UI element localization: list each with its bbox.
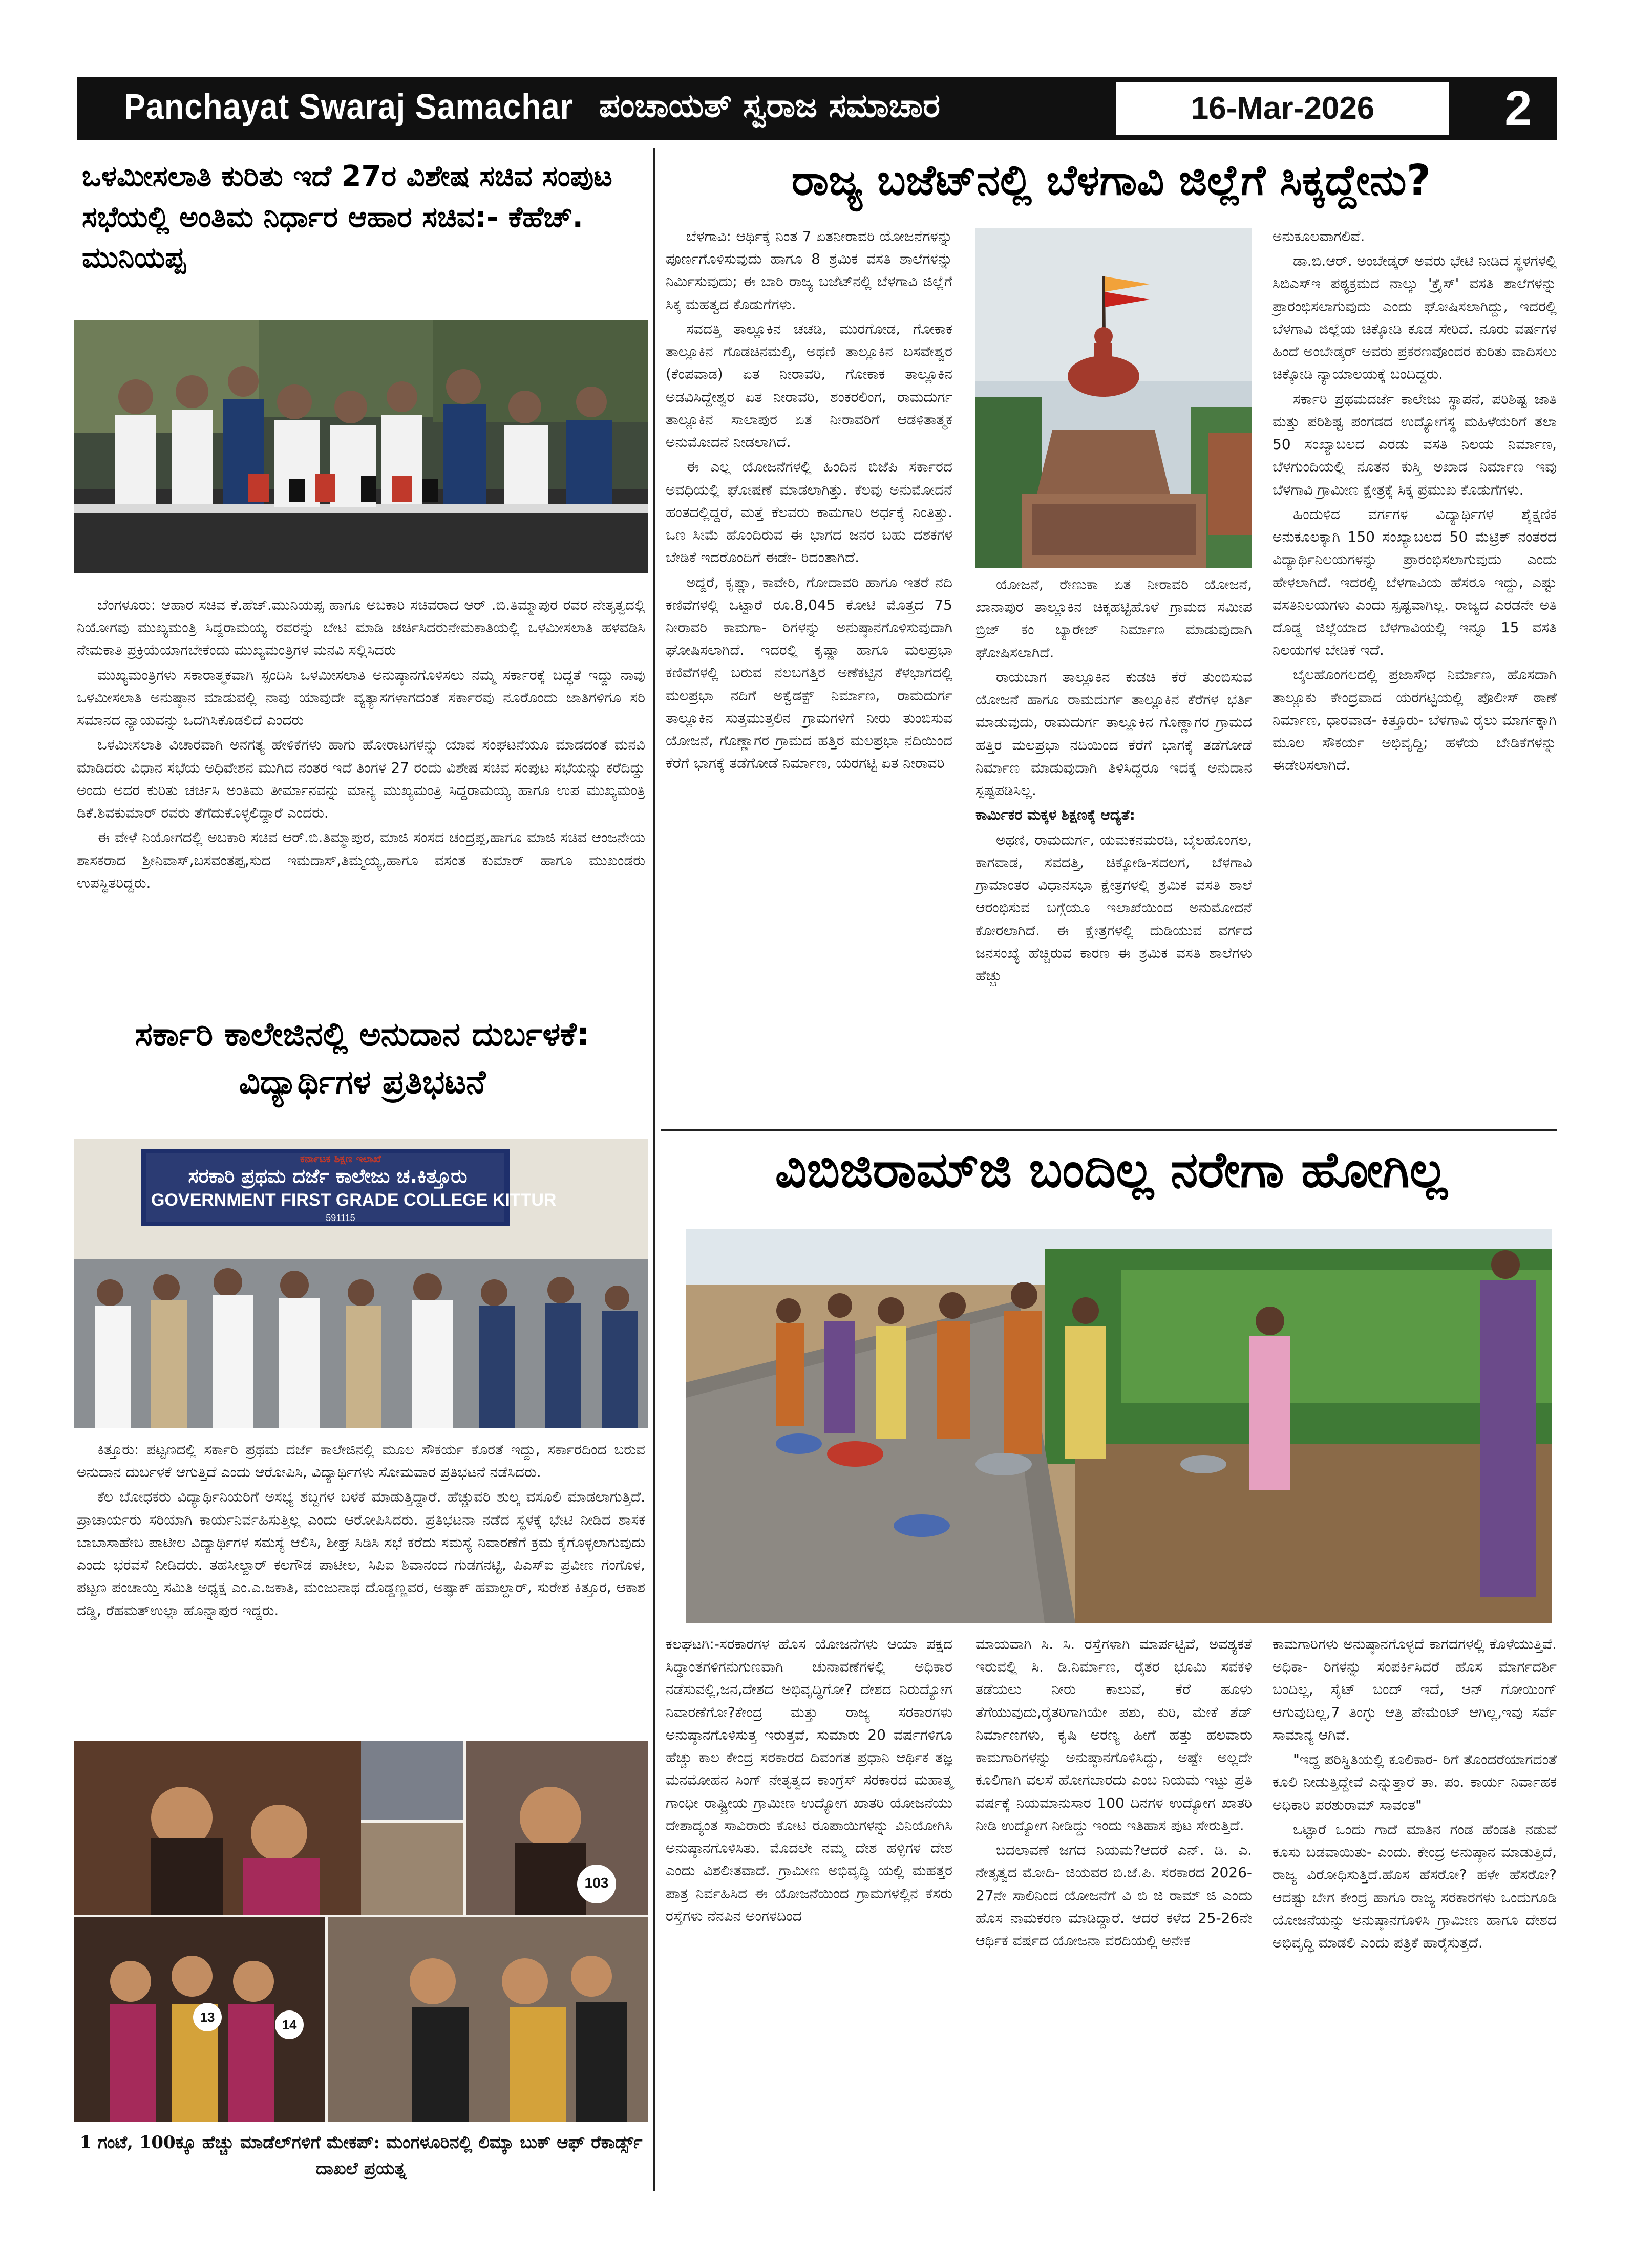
- story3-caption: 1 ಗಂಟೆ, 100ಕ್ಕೂ ಹೆಚ್ಚು ಮಾಡೆಲ್‌ಗಳಿಗೆ ಮೇಕಪ್: ಮಂಗಳೂರಿನಲ್ಲಿ ಲಿಮ್ಕಾ ಬುಕ್ ಆಫ್ ರೆಕಾರ್ಡ್ಸ್ ದಾಖಲೆ ಪ್ರಯತ್ನ: [79, 2132, 643, 2179]
- story1-photo-press-meet: [74, 320, 648, 573]
- story2-paragraph: ಕಿತ್ತೂರು: ಪಟ್ಟಣದಲ್ಲಿ ಸರ್ಕಾರಿ ಪ್ರಥಮ ದರ್ಜೆ ಕಾಲೇಜಿನಲ್ಲಿ ಮೂಲ ಸೌಕರ್ಯ ಕೊರತೆ ಇದ್ದು, ಸರ್ಕಾರದಿಂದ ಬರುವ ಅನುದಾನ ದುರ್ಬಳಕೆ ಆಗುತ್ತಿದೆ ಎಂದು ಆರೋಪಿಸಿ, ವಿದ್ಯಾರ್ಥಿಗಳು ಸೋಮವಾರ ಪ್ರತಿಭಟನೆ ನಡೆಸಿದರು.: [77, 1441, 645, 1481]
- story4-paragraph: ಬೆಳಗಾವಿ: ಆರ್ಥಿಕ್ಕೆ ನಿಂತ 7 ಏತನೀರಾವರಿ ಯೋಜನೆಗಳನ್ನು ಪೂರ್ಣಗೊಳಿಸುವುದು ಹಾಗೂ 8 ಶ್ರಮಿಕ ವಸತಿ ಶಾಲೆಗಳನ್ನು ನಿರ್ಮಿಸುವುದು; ಈ ಬಾರಿ ರಾಜ್ಯ ಬಜೆಟ್‌ನಲ್ಲಿ ಬೆಳಗಾವಿ ಜಿಲ್ಲೆಗೆ ಸಿಕ್ಕ ಮಹತ್ವದ ಕೊಡುಗೆಗಳು.: [666, 228, 952, 313]
- story4-paragraph: ಅದ್ದರೆ, ಕೃಷ್ಣಾ, ಕಾವೇರಿ, ಗೋದಾವರಿ ಹಾಗೂ ಇತರೆ ನದಿ ಕಣಿವೆಗಳಲ್ಲಿ ಒಟ್ಟಾರೆ ರೂ.8,045 ಕೋಟಿ ಮೊತ್ತದ 75 ನೀರಾವರಿ ಕಾಮಗಾ- ರಿಗಳನ್ನು ಅನುಷ್ಠಾನಗೊಳಿಸುವುದಾಗಿ ಘೋಷಿಸಲಾಗಿದೆ. ಇದರಲ್ಲಿ ಕೃಷ್ಣಾ ಹಾಗೂ ಮಲಪ್ರಭಾ ಕಣಿವೆಗಳಲ್ಲಿ ಬರುವ ನಲಬಗತ್ತಿರ ಅಣೆಕಟ್ಟಿನ ಕೆಳಭಾಗದಲ್ಲಿ ಮಲಪ್ರಭಾ ನದಿಗೆ ಅಕ್ವೆಡಕ್ಟ್ ನಿರ್ಮಾಣ, ರಾಮದುರ್ಗ ತಾಲ್ಲೂಕಿನ ಸುತ್ತಮುತ್ತಲಿನ ಗ್ರಾಮಗಳಿಗೆ ನೀರು ತುಂಬಿಸುವ ಯೋಜನೆ, ಗೊಣ್ಣಾಗರ ಗ್ರಾಮದ ಹತ್ತಿರ ಮಲಪ್ರಭಾ ನದಿಯಿಂದ ಕೆರೆಗೆ ಭಾಗಕ್ಕೆ ತಡೆಗೋಡೆ ನಿರ್ಮಾಣ, ಯರಗಟ್ಟಿ ಏತ ನೀರಾವರಿ: [666, 573, 952, 772]
- story5-paragraph: ಕಾಮಗಾರಿಗಳು ಅನುಷ್ಠಾನಗೊಳ್ಳದೆ ಕಾಗದಗಳಲ್ಲಿ ಕೊಳೆಯುತ್ತಿವೆ. ಅಧಿಕಾ- ರಿಗಳನ್ನು ಸಂಪರ್ಕಿಸಿದರೆ ಹೊಸ ಮಾರ್ಗದರ್ಶಿ ಬಂದಿಲ್ಲ, ಸೈಟ್ ಬಂದ್ ಇದೆ, ಆನ್ ಗೋಯಿಂಗ್ ಆಗುವುದಿಲ್ಲ,7 ತಿಂಗ್ಳು ಆತ್ರಿ ಪೇಮೆಂಟ್ ಆಗಿಲ್ಲ,ಇವು ಸರ್ವೆ ಸಾಮಾನ್ಯ ಆಗಿವೆ.: [1273, 1636, 1557, 1743]
- masthead-title-en: Panchayat Swaraj Samachar: [124, 87, 573, 126]
- story5-col3: [1273, 1633, 1557, 1956]
- story5-headline: ವಿಬಿಜಿರಾಮ್‌ಜಿ ಬಂದಿಲ್ಲ ನರೇಗಾ ಹೋಗಿಲ್ಲ: [775, 1141, 1448, 1199]
- masthead-title-kn: ಪಂಚಾಯತ್ ಸ್ವರಾಜ ಸಮಾಚಾರ: [599, 87, 940, 125]
- story4-col2: [975, 573, 1252, 989]
- story1-paragraph: ಈ ವೇಳೆ ನಿಯೋಗದಲ್ಲಿ ಅಬಕಾರಿ ಸಚಿವ ಆರ್.ಬಿ.ತಿಮ್ಮಾಪುರ, ಮಾಜಿ ಸಂಸದ ಚಂದ್ರಪ್ಪ,ಹಾಗೂ ಮಾಜಿ ಸಚಿವ ಆಂಜನೇಯ ಶಾಸಕರಾದ ಶ್ರೀನಿವಾಸ್,ಬಸವಂತಪ್ಪ,ಸುದ ಇಮದಾಸ್,ತಿಮ್ಮಯ್ಯ,ಹಾಗೂ ವಸಂತ ಕುಮಾರ್ ಹಾಗೂ ಮುಖಂಡರು ಉಪಸ್ಥಿತರಿದ್ದರು.: [77, 829, 645, 891]
- story4-paragraph: ಅನುಕೂಲವಾಗಲಿವೆ.: [1273, 228, 1365, 245]
- college-sign-kn: ಸರಕಾರಿ ಪ್ರಥಮ ದರ್ಜೆ ಕಾಲೇಜು ಚ.ಕಿತ್ತೂರು: [188, 1165, 468, 1187]
- story1-body: [77, 594, 645, 896]
- contestant-number-badge: 14: [282, 2017, 297, 2032]
- contestant-number-badge: 103: [584, 1875, 609, 1891]
- story4-col1: [666, 225, 952, 777]
- story1-paragraph: ಮುಖ್ಯಮಂತ್ರಿಗಳು ಸಕಾರಾತ್ಮಕವಾಗಿ ಸ್ಪಂದಿಸಿ ಒಳಮೀಸಲಾತಿ ಅನುಷ್ಠಾನಗೊಳಿಸಲು ನಮ್ಮ ಸರ್ಕಾರಕ್ಕೆ ಬದ್ಧತೆ ಇದ್ದು ನಾವು ಒಳಮೀಸಲಾತಿ ಅನುಷ್ಠಾನ ಮಾಡುವಲ್ಲಿ ನಾವು ಯಾವುದೇ ವ್ಯತ್ಯಾಸಗಳಾಗದಂತೆ ಸರ್ಕಾರವು ನೂರೊಂದು ಜಾತಿಗಳಿಗೂ ಸರಿ ಸಮಾನದ ನ್ಯಾಯವನ್ನು ಒದಗಿಸಿಕೊಡಲಿದೆ ಎಂದರು: [77, 666, 645, 729]
- story4-paragraph: ಈ ಎಲ್ಲ ಯೋಜನೆಗಳಲ್ಲಿ ಹಿಂದಿನ ಬಿಜೆಪಿ ಸರ್ಕಾರದ ಅವಧಿಯಲ್ಲಿ ಘೋಷಣೆ ಮಾಡಲಾಗಿತ್ತು. ಕೆಲವು ಅನುಮೋದನೆ ಹಂತದಲ್ಲಿದ್ದರೆ, ಮತ್ತೆ ಕೆಲವರು ಕಾಮಗಾರಿ ಅರ್ಧಕ್ಕೆ ನಿಂತಿತ್ತು. ಒಣ ಸೀಮೆ ಹೊಂದಿರುವ ಈ ಭಾಗದ ಜನರ ಬಹು ದಶಕಗಳ ಬೇಡಿಕೆ ಇದರೊಂದಿಗೆ ಈಡೇ- ರಿದಂತಾಗಿದೆ.: [666, 458, 952, 566]
- story4-paragraph: ರಾಯಬಾಗ ತಾಲ್ಲೂಕಿನ ಕುಡಚಿ ಕೆರೆ ತುಂಬಿಸುವ ಯೋಜನೆ ಹಾಗೂ ರಾಮದುರ್ಗ ತಾಲ್ಲೂಕಿನ ಕೆರೆಗಳ ಭರ್ತಿ ಮಾಡುವುದು, ರಾಮದುರ್ಗ ತಾಲ್ಲೂಕಿನ ಗೊಣ್ಣಾಗರ ಗ್ರಾಮದ ಹತ್ತಿರ ಮಲಪ್ರಭಾ ನದಿಯಿಂದ ಕೆರೆಗೆ ಭಾಗಕ್ಕೆ ತಡೆಗೋಡೆ ನಿರ್ಮಾಣ ಮಾಡುವುದಾಗಿ ತಿಳಿಸಿದ್ದರೂ ಇದಕ್ಕೆ ಅನುದಾನ ಸ್ಪಷ್ಟಪಡಿಸಿಲ್ಲ.: [975, 668, 1252, 799]
- story4-col3: [1273, 225, 1557, 779]
- issue-date: 16-Mar-2026: [1116, 82, 1449, 135]
- story1-paragraph: ಒಳಮೀಸಲಾತಿ ವಿಚಾರವಾಗಿ ಅನಗತ್ಯ ಹೇಳಿಕೆಗಳು ಹಾಗು ಹೋರಾಟಗಳನ್ನು ಯಾವ ಸಂಘಟನೆಯೂ ಮಾಡದಂತೆ ಮನವಿ ಮಾಡಿದರು ವಿಧಾನ ಸಭೆಯ ಅಧಿವೇಶನ ಮುಗಿದ ನಂತರ ಇದೆ ತಿಂಗಳ 27 ರಂದು ವಿಶೇಷ ಸಚಿವ ಸಂಪುಟ ಸಭೆಯನ್ನು ಕರೆದಿದ್ದು ಅಂದು ಅದರ ಕುರಿತು ಚರ್ಚಿಸಿ ಅಂತಿಮ ತೀರ್ಮಾನವನ್ನು ಮಾನ್ಯ ಮುಖ್ಯಮಂತ್ರಿ ಸಿದ್ದರಾಮಯ್ಯ ಹಾಗೂ ಉಪ ಮುಖ್ಯಮಂತ್ರಿ ಡಿಕೆ.ಶಿವಕುಮಾರ್ ರವರು ತೆಗೆದುಕೊಳ್ಳಲಿದ್ದಾರೆ ಎಂದರು.: [77, 736, 645, 822]
- story4-paragraph: ಹಿಂದುಳಿದ ವರ್ಗಗಳ ವಿದ್ಯಾರ್ಥಿಗಳ ಶೈಕ್ಷಣಿಕ ಅನುಕೂಲಕ್ಕಾಗಿ 150 ಸಂಖ್ಯಾಬಲದ 50 ಮೆಟ್ರಿಕ್ ನಂತರದ ವಿದ್ಯಾರ್ಥಿನಿಲಯಗಳನ್ನು ಪ್ರಾರಂಭಿಸಲಾಗುವುದು ಎಂದು ಹೇಳಲಾಗಿದೆ. ಇದರಲ್ಲಿ ಬೆಳಗಾವಿಯ ಹೆಸರೂ ಇದ್ದು, ಎಷ್ಟು ವಸತಿನಿಲಯಗಳು ಎಂದು ಸ್ಪಷ್ಟವಾಗಿಲ್ಲ. ರಾಜ್ಯದ ಎರಡನೇ ಅತಿ ದೊಡ್ಡ ಜಿಲ್ಲೆಯಾದ ಬೆಳಗಾವಿಯಲ್ಲಿ ಇನ್ನೂ 15 ವಸತಿ ನಿಲಯಗಳ ಬೇಡಿಕೆ ಇದೆ.: [1273, 505, 1557, 659]
- story2-body: [77, 1439, 645, 1624]
- story2-paragraph: ಕೆಲ ಬೋಧಕರು ವಿದ್ಯಾರ್ಥಿನಿಯರಿಗೆ ಅಸಭ್ಯ ಶಬ್ದಗಳ ಬಳಕೆ ಮಾಡುತ್ತಿದ್ದಾರೆ. ಹೆಚ್ಚುವರಿ ಶುಲ್ಕ ವಸೂಲಿ ಮಾಡಲಾಗುತ್ತಿದೆ. ಪ್ರಾಚಾರ್ಯರು ಸರಿಯಾಗಿ ಕಾರ್ಯನಿರ್ವಹಿಸುತ್ತಿಲ್ಲ ಎಂದು ಆರೋಪಿಸಿದರು. ಪ್ರತಿಭಟನಾ ನಡೆದ ಸ್ಥಳಕ್ಕೆ ಭೇಟಿ ನೀಡಿದ ಶಾಸಕ ಬಾಬಾಸಾಹೇಬ ಪಾಟೀಲ ವಿದ್ಯಾರ್ಥಿಗಳ ಸಮಸ್ಯೆ ಆಲಿಸಿ, ಶೀಘ್ರ ಸಿಡಿಸಿ ಸಭೆ ಕರೆದು ಸಮಸ್ಯೆ ನಿವಾರಣೆಗೆ ಕ್ರಮ ಕೈಗೊಳ್ಳಲಾಗುವುದು ಎಂದು ಭರವಸೆ ನೀಡಿದರು. ತಹಸೀಲ್ದಾರ್ ಕಲಗೌಡ ಪಾಟೀಲ, ಸಿಪಿಐ ಶಿವಾನಂದ ಗುಡಗನಟ್ಟಿ, ಪಿಎಸ್ಐ ಪ್ರವೀಣ ಗಂಗೊಳ, ಪಟ್ಟಣ ಪಂಚಾಯ್ತಿ ಸಮಿತಿ ಅಧ್ಯಕ್ಷ ಎಂ.ಎ.ಜಕಾತಿ, ಮಂಜುನಾಥ ದೊಡ್ಡಣ್ಣವರ, ಅಷ್ಫಾಕ್ ಹವಾಲ್ದಾರ್, ಸುರೇಶ ಕಿತ್ತೂರ, ಆಕಾಶ ದಡ್ಡಿ, ರೆಹಮತ್‌ಉಲ್ಲಾ ಹೊನ್ನಾಪುರ ಇದ್ದರು.: [77, 1488, 645, 1619]
- story4-paragraph: ಸವದತ್ತಿ ತಾಲ್ಲೂಕಿನ ಚಚಡಿ, ಮುರಗೋಡ, ಗೋಕಾಕ ತಾಲ್ಲೂಕಿನ ಗೊಡಚಿನಮಲ್ಕಿ, ಅಥಣಿ ತಾಲ್ಲೂಕಿನ ಬಸವೇಶ್ವರ (ಕೆಂಪವಾಡ) ಏತ ನೀರಾವರಿ, ಗೋಕಾಕ ತಾಲ್ಲೂಕಿನ ಅಡವಿಸಿದ್ದೇಶ್ವರ ಏತ ನೀರಾವರಿ, ಶಂಕರಲಿಂಗ, ರಾಮದುರ್ಗ ತಾಲ್ಲೂಕಿನ ಸಾಲಾಪುರ ಏತ ನೀರಾವರಿಗೆ ಆಡಳಿತಾತ್ಮಕ ಅನುಮೋದನೆ ನೀಡಲಾಗಿದೆ.: [666, 320, 952, 451]
- story5-photo-nrega-workers: [686, 1229, 1552, 1623]
- story4-subheading: ಕಾರ್ಮಿಕರ ಮಕ್ಕಳ ಶಿಕ್ಷಣಕ್ಕೆ ಆದ್ಯತೆ:: [975, 806, 1135, 824]
- column-divider: [653, 148, 655, 2191]
- college-sign-code: 591115: [326, 1213, 355, 1223]
- story2-photo-college-protest: [74, 1139, 648, 1428]
- story5-paragraph: ಬದಲಾವಣೆ ಜಗದ ನಿಯಮ?ಆದರೆ ಎನ್. ಡಿ. ಎ. ನೇತೃತ್ವದ ಮೋದಿ- ಜಿಯವರ ಬಿ.ಜೆ.ಪಿ. ಸರಕಾರದ 2026-27ನೇ ಸಾಲಿನಿಂದ ಯೋಜನೆಗೆ ವಿ ಬಿ ಜಿ ರಾಮ್ ಜಿ ಎಂದು ಹೊಸ ನಾಮಕರಣ ಮಾಡಿದ್ದಾರೆ. ಆದರೆ ಕಳೆದ 25-26ನೇ ಆರ್ಥಿಕ ವರ್ಷದ ಯೋಜನಾ ವರದಿಯಲ್ಲಿ ಅನೇಕ: [975, 1842, 1252, 1950]
- story5-paragraph: "ಇದ್ದ ಪರಿಸ್ಥಿತಿಯಲ್ಲಿ ಕೂಲಿಕಾರ- ರಿಗೆ ತೊಂದರೆಯಾಗದಂತೆ ಕೂಲಿ ನೀಡುತ್ತಿದ್ದೇವೆ ಎನ್ನುತ್ತಾರೆ ತಾ. ಪಂ. ಕಾರ್ಯ ನಿರ್ವಾಹಕ ಅಧಿಕಾರಿ ಪರಶುರಾಮ್ ಸಾವಂತ": [1273, 1751, 1557, 1813]
- story2-headline: ಸರ್ಕಾರಿ ಕಾಲೇಜಿನಲ್ಲಿ ಅನುದಾನ ದುರ್ಬಳಕೆ: ವಿದ್ಯಾರ್ಥಿಗಳ ಪ್ರತಿಭಟನೆ: [135, 1016, 590, 1101]
- story5-paragraph: ಒಟ್ಟಾರೆ ಒಂದು ಗಾದೆ ಮಾತಿನ ಗಂಡ ಹೆಂಡತಿ ನಡುವೆ ಕೂಸು ಬಡವಾಯಿತು- ಎಂದು. ಕೇಂದ್ರ ಅನುಷ್ಠಾನ ಮಾಡುತ್ತಿದೆ, ರಾಜ್ಯ ವಿರೋಧಿಸುತ್ತಿದೆ.ಹೊಸ ಹೆಸರೋ? ಹಳೇ ಹೆಸರೋ? ಆದಷ್ಟು ಬೇಗ ಕೇಂದ್ರ ಹಾಗೂ ರಾಜ್ಯ ಸರಕಾರಗಳು ಒಂದುಗೂಡಿ ಯೋಜನೆಯನ್ನು ಅನುಷ್ಠಾನಗೊಳಿಸಿ ಗ್ರಾಮೀಣ ಹಾಗೂ ದೇಶದ ಅಭಿವೃದ್ಧಿ ಮಾಡಲಿ ಎಂದು ಪತ್ರಿಕೆ ಹಾರೈಸುತ್ತದೆ.: [1273, 1821, 1557, 1952]
- college-sign-en: GOVERNMENT FIRST GRADE COLLEGE KITTUR: [151, 1190, 557, 1210]
- story4-paragraph: ಅಥಣಿ, ರಾಮದುರ್ಗ, ಯಮಕನಮರಡಿ, ಬೈಲಹೊಂಗಲ, ಕಾಗವಾಡ, ಸವದತ್ತಿ, ಚಿಕ್ಕೋಡಿ-ಸದಲಗ, ಬೆಳಗಾವಿ ಗ್ರಾಮಾಂತರ ವಿಧಾನಸಭಾ ಕ್ಷೇತ್ರಗಳಲ್ಲಿ ಶ್ರಮಿಕ ವಸತಿ ಶಾಲೆ ಆರಂಭಿಸುವ ಬಗ್ಗೆಯೂ ಇಲಾಖೆಯಿಂದ ಅನುಮೋದನೆ ಕೋರಲಾಗಿದೆ. ಈ ಕ್ಷೇತ್ರಗಳಲ್ಲಿ ದುಡಿಯುವ ವರ್ಗದ ಜನಸಂಖ್ಯೆ ಹೆಚ್ಚಿರುವ ಕಾರಣ ಈ ಶ್ರಮಿಕ ವಸತಿ ಶಾಲೆಗಳು ಹೆಚ್ಚು: [975, 831, 1252, 984]
- story5-col1: [666, 1633, 952, 1930]
- story3-photo-collage: [74, 1741, 648, 2122]
- college-sign-top: ಕರ್ನಾಟಕ ಶಿಕ್ಷಣ ಇಲಾಖೆ: [300, 1152, 381, 1165]
- story5-paragraph: ಕಲಘಟಗಿ:-ಸರಕಾರಗಳ ಹೊಸ ಯೋಜನೆಗಳು ಆಯಾ ಪಕ್ಷದ ಸಿದ್ಧಾಂತಗಳಿಗನುಗುಣವಾಗಿ ಚುನಾವಣೆಗಳಲ್ಲಿ ಅಧಿಕಾರ ನಡೆಸುವಲ್ಲಿ,ಜನ,ದೇಶದ ಅಭಿವೃದ್ಧಿಗೋ? ದೇಶದ ನಿರುದ್ಯೋಗ ನಿವಾರಣೆಗೋ?ಕೇಂದ್ರ ಮತ್ತು ರಾಜ್ಯ ಸರಕಾರಗಳು ಅನುಷ್ಠಾನಗೊಳಿಸುತ್ತ ಇರುತ್ತವೆ, ಸುಮಾರು 20 ವರ್ಷಗಳಿಗೂ ಹೆಚ್ಚು ಕಾಲ ಕೇಂದ್ರ ಸರಕಾರದ ದಿವಂಗತ ಪ್ರಧಾನಿ ಆರ್ಥಿಕ ತಜ್ಞ ಮನಮೋಹನ ಸಿಂಗ್ ನೇತೃತ್ವದ ಕಾಂಗ್ರೆಸ್ ಸರಕಾರದ ಮಹಾತ್ಮ ಗಾಂಧೀ ರಾಷ್ಟ್ರೀಯ ಗ್ರಾಮೀಣ ಉದ್ಯೋಗ ಖಾತರಿ ಯೋಜನೆಯು ದೇಶಾದ್ಯಂತ ಸಾವಿರಾರು ಕೋಟಿ ರೂಪಾಯಿಗಳನ್ನು ವಿನಿಯೋಗಿಸಿ ಅನುಷ್ಠಾನಗೊಳಿಸಿತು. ಮೊದಲೇ ನಮ್ಮ ದೇಶ ಹಳ್ಳಿಗಳ ದೇಶ ಎಂದು ವಿಶಲೀತವಾದೆ. ಗ್ರಾಮೀಣ ಅಭಿವೃದ್ಧಿ ಯಲ್ಲಿ ಮಹತ್ತರ ಪಾತ್ರ ನಿರ್ವಹಿಸಿದ ಈ ಯೋಜನೆಯಿಂದ ಗ್ರಾಮಗಳಲ್ಲಿನ ಕೆಸರು ರಸ್ತೆಗಳು ನೆನಪಿನ ಅಂಗಳದಿಂದ: [666, 1636, 952, 1924]
- story1-headline: ಒಳಮೀಸಲಾತಿ ಕುರಿತು ಇದೆ 27ರ ವಿಶೇಷ ಸಚಿವ ಸಂಪುಟ ಸಭೆಯಲ್ಲಿ ಅಂತಿಮ ನಿರ್ಧಾರ ಆಹಾರ ಸಚಿವ:- ಕೆಹೆಚ್. ಮುನಿಯಪ್ಪ: [82, 160, 612, 275]
- story4-paragraph: ಸರ್ಕಾರಿ ಪ್ರಥಮದರ್ಜೆ ಕಾಲೇಜು ಸ್ಥಾಪನೆ, ಪರಿಶಿಷ್ಟ ಜಾತಿ ಮತ್ತು ಪರಿಶಿಷ್ಟ ಪಂಗಡದ ಉದ್ಯೋಗಸ್ಥ ಮಹಿಳೆಯರಿಗೆ ತಲಾ 50 ಸಂಖ್ಯಾಬಲದ ಎರಡು ವಸತಿ ನಿಲಯ ನಿರ್ಮಾಣ, ಬೆಳಗುಂದಿಯಲ್ಲಿ ನೂತನ ಕುಸ್ತಿ ಅಖಾಡ ನಿರ್ಮಾಣ ಇವು ಬೆಳಗಾವಿ ಗ್ರಾಮೀಣ ಕ್ಷೇತ್ರಕ್ಕೆ ಸಿಕ್ಕ ಪ್ರಮುಖ ಕೊಡುಗೆಗಳು.: [1273, 390, 1557, 498]
- story4-paragraph: ಯೋಜನೆ, ರೇಣುಕಾ ಏತ ನೀರಾವರಿ ಯೋಜನೆ, ಖಾನಾಪುರ ತಾಲ್ಲೂಕಿನ ಚಿಕ್ಕಹಟ್ಟಿಹೊಳೆ ಗ್ರಾಮದ ಸಮೀಪ ಬ್ರಿಜ್ ಕಂ ಬ್ಯಾರೇಜ್ ನಿರ್ಮಾಣ ಮಾಡುವುದಾಗಿ ಘೋಷಿಸಲಾಗಿದೆ.: [975, 576, 1252, 661]
- story4-headline: ರಾಜ್ಯ ಬಜೆಟ್‌ನಲ್ಲಿ ಬೆಳಗಾವಿ ಜಿಲ್ಲೆಗೆ ಸಿಕ್ಕದ್ದೇನು?: [791, 156, 1431, 205]
- story1-paragraph: ಬೆಂಗಳೂರು: ಆಹಾರ ಸಚಿವ ಕೆ.ಹೆಚ್.ಮುನಿಯಪ್ಪ ಹಾಗೂ ಅಬಕಾರಿ ಸಚಿವರಾದ ಆರ್ .ಬಿ.ತಿಮ್ಮಾಪುರ ರವರ ನೇತೃತ್ವದಲ್ಲಿ ನಿಯೋಗವು ಮುಖ್ಯಮಂತ್ರಿ ಸಿದ್ದರಾಮಯ್ಯ ರವರನ್ನು ಬೇಟಿ ಮಾಡಿ ಚರ್ಚಿಸಿದರುನೇಮಕಾತಿಯಲ್ಲಿ ಒಳಮೀಸಲಾತಿ ಹಳವಡಿಸಿ ನೇಮಕಾತಿ ಪ್ರಕ್ರಿಯೆಯಾಗಬೇಕೆಂದು ಮುಖ್ಯಮಂತ್ರಿಗಳ ಮನವಿ ಸಲ್ಲಿಸಿದರು: [77, 596, 645, 659]
- story5-col2: [975, 1633, 1252, 1954]
- story5-paragraph: ಮಾಯವಾಗಿ ಸಿ. ಸಿ. ರಸ್ತೆಗಳಾಗಿ ಮಾರ್ಪಟ್ಟಿವೆ, ಅವಶ್ಯಕತೆ ಇರುವಲ್ಲಿ ಸಿ. ಡಿ.ನಿರ್ಮಾಣ, ರೈತರ ಭೂಮಿ ಸವಕಳಿ ತಡೆಯಲು ನೀರು ಕಾಲುವೆ, ಕೆರೆ ಹೂಳು ತೆಗೆಯುವುದು,ರೈತರಿಗಾಗಿಯೇ ಪಶು, ಕುರಿ, ಮೇಕೆ ಶೆಡ್ ನಿರ್ಮಾಣಗಳು, ಕೃಷಿ ಅರಣ್ಯ ಹೀಗೆ ಹತ್ತು ಹಲವಾರು ಕಾಮಗಾರಿಗಳನ್ನು ಅನುಷ್ಠಾನಗೊಳಿಸಿದ್ದು, ಅಷ್ಟೇ ಅಲ್ಲದೇ ಕೂಲಿಗಾಗಿ ವಲಸೆ ಹೋಗಬಾರದು ಎಂಬ ನಿಯಮ ಇಟ್ಟು ಪ್ರತಿ ವರ್ಷಕ್ಕೆ ನಿಯಮಾನುಸಾರ 100 ದಿನಗಳ ಉದ್ಯೋಗ ಖಾತರಿ ನೀಡಿ ಉದ್ಯೋಗ ನೀಡಿದ್ದು ಇಂದು ಇತಿಹಾಸ ಪುಟ ಸೇರುತ್ತಿದೆ.: [975, 1636, 1252, 1834]
- story4-photo-statue: [975, 228, 1252, 568]
- story4-paragraph: ಡಾ.ಬಿ.ಆರ್. ಅಂಬೇಡ್ಕರ್ ಅವರು ಭೇಟಿ ನೀಡಿದ ಸ್ಥಳಗಳಲ್ಲಿ ಸಿಬಿಎಸ್‌ಇ ಪಠ್ಯಕ್ರಮದ ನಾಲ್ಕು 'ಕ್ರೈಸ್' ವಸತಿ ಶಾಲೆಗಳನ್ನು ಪ್ರಾರಂಭಿಸಲಾಗುವುದು ಎಂದು ಘೋಷಿಸಲಾಗಿದ್ದು, ಇದರಲ್ಲಿ ಬೆಳಗಾವಿ ಜಿಲ್ಲೆಯ ಚಿಕ್ಕೋಡಿ ಕೂಡ ಸೇರಿದೆ. ನೂರು ವರ್ಷಗಳ ಹಿಂದೆ ಅಂಬೇಡ್ಕರ್ ಅವರು ಪ್ರಕರಣವೊಂದರ ಕುರಿತು ವಾದಿಸಲು ಚಿಕ್ಕೋಡಿ ನ್ಯಾಯಾಲಯಕ್ಕೆ ಬಂದಿದ್ದರು.: [1273, 252, 1557, 383]
- page-number: 2: [1504, 81, 1532, 136]
- contestant-number-badge: 13: [200, 2009, 215, 2025]
- masthead: [77, 77, 1557, 140]
- story4-paragraph: ಬೈಲಹೊಂಗಲದಲ್ಲಿ ಪ್ರಜಾಸೌಧ ನಿರ್ಮಾಣ, ಹೊಸದಾಗಿ ತಾಲ್ಲೂಕು ಕೇಂದ್ರವಾದ ಯರಗಟ್ಟಿಯಲ್ಲಿ ಪೊಲೀಸ್ ಠಾಣೆ ನಿರ್ಮಾಣ, ಧಾರವಾಡ- ಕಿತ್ತೂರು- ಬೆಳಗಾವಿ ರೈಲು ಮಾರ್ಗಕ್ಕಾಗಿ ಮೂಲ ಸೌಕರ್ಯ ಅಭಿವೃದ್ಧಿ; ಹಳೆಯ ಬೇಡಿಕೆಗಳನ್ನು ಈಡೇರಿಸಲಾಗಿದೆ.: [1273, 666, 1557, 774]
- section-divider: [661, 1129, 1557, 1131]
